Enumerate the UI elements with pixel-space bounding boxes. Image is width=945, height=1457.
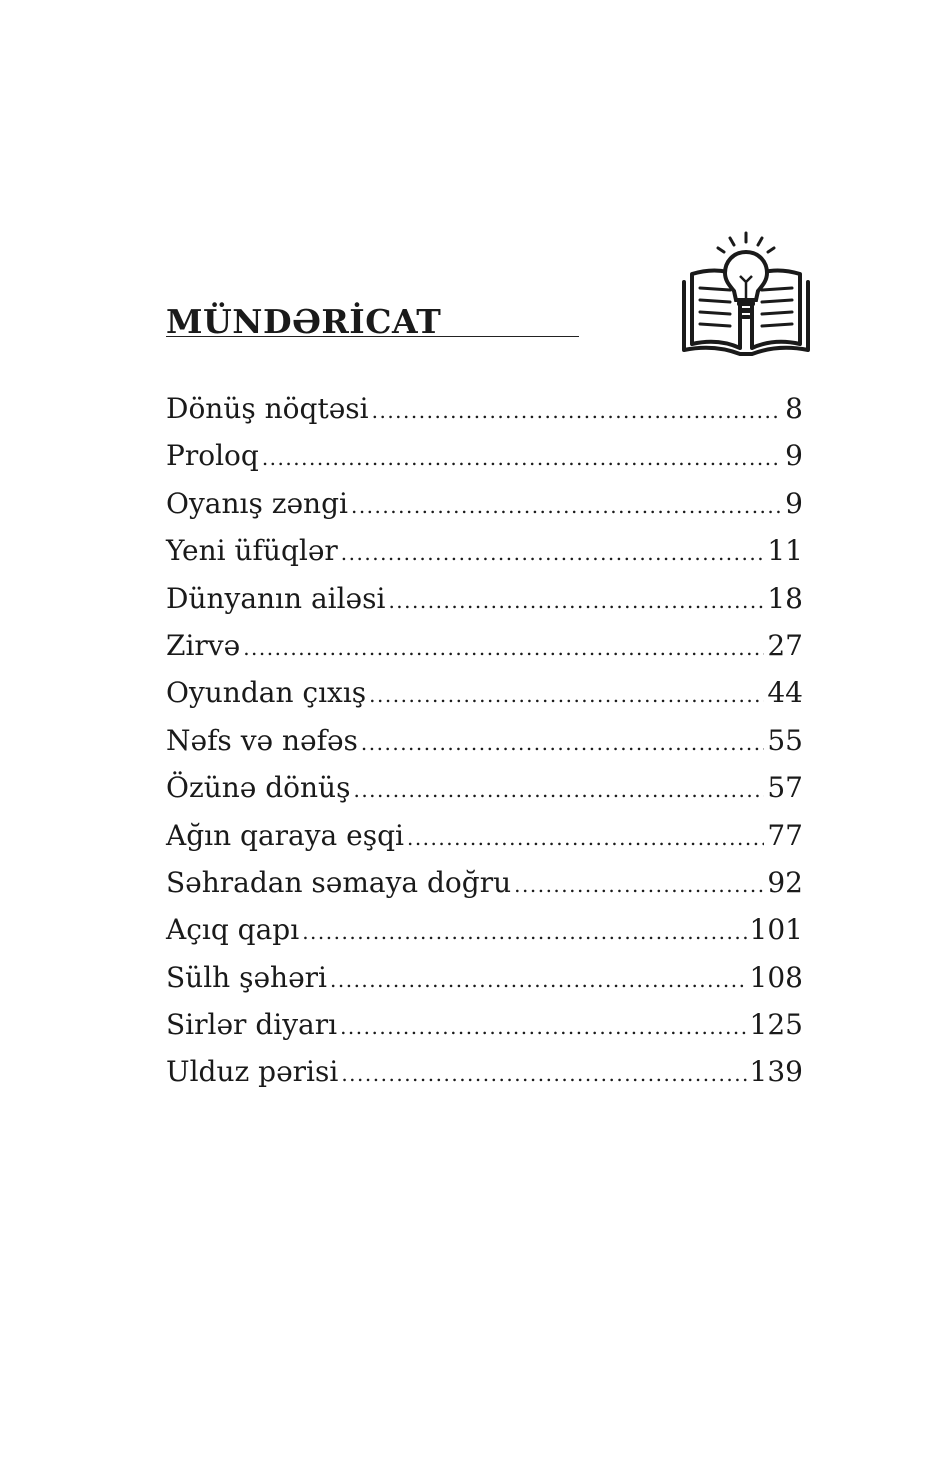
toc-entry-page: 57 — [767, 771, 803, 805]
toc-entry[interactable] — [166, 480, 803, 527]
toc-entry[interactable] — [166, 906, 803, 953]
toc-entry[interactable] — [166, 764, 803, 811]
toc-entry-title: Özünə dönüş — [166, 771, 351, 805]
toc-entry-page: 77 — [767, 818, 803, 852]
toc-entry-page: 92 — [767, 865, 803, 899]
toc-dot-leader — [330, 957, 747, 1004]
toc-entry-title: Zirvə — [166, 628, 241, 662]
toc-dot-leader — [514, 862, 764, 909]
toc-entry-title: Açıq qapı — [166, 913, 300, 947]
toc-entry-page: 27 — [767, 628, 803, 662]
toc-dot-leader — [361, 720, 764, 767]
toc-entry-page: 108 — [749, 960, 803, 994]
toc-dot-leader — [243, 625, 764, 672]
toc-entry[interactable] — [166, 527, 803, 574]
toc-dot-leader — [302, 909, 746, 956]
toc-entry-title: Ulduz pərisi — [166, 1055, 339, 1089]
toc-dot-leader — [369, 672, 764, 719]
toc-entry[interactable] — [166, 954, 803, 1001]
toc-dot-leader — [388, 578, 764, 625]
toc-entry-page: 9 — [785, 486, 803, 520]
toc-entry-page: 125 — [749, 1008, 803, 1042]
toc-entry-title: Sirlər diyarı — [166, 1008, 338, 1042]
toc-dot-leader — [372, 388, 783, 435]
toc-entry-page: 8 — [785, 392, 803, 425]
toc-entry-page: 101 — [749, 913, 803, 947]
toc-entry[interactable] — [166, 669, 803, 716]
toc-entry-title: Yeni üfüqlər — [166, 534, 338, 568]
toc-entry-title: Dünyanın ailəsi — [166, 581, 386, 615]
toc-entry-page: 139 — [749, 1055, 803, 1089]
toc-entry-title: Sülh şəhəri — [166, 960, 327, 994]
toc-dot-leader — [351, 483, 782, 530]
toc-entry[interactable] — [166, 385, 803, 432]
open-book-lightbulb-icon — [678, 230, 814, 362]
toc-entry-title: Nəfs və nəfəs — [166, 723, 358, 757]
toc-entry[interactable] — [166, 432, 803, 479]
toc-entry-title: Oyundan çıxış — [166, 676, 367, 710]
title-underline — [166, 336, 579, 337]
toc-entry[interactable] — [166, 1001, 803, 1048]
toc-entry[interactable] — [166, 1048, 803, 1095]
toc-entry-title: Ağın qaraya eşqi — [166, 818, 404, 852]
toc-entry-page: 11 — [767, 534, 803, 568]
page-title: MÜNDƏRİCAT — [166, 302, 442, 342]
toc-entry-title: Səhradan səmaya doğru — [166, 865, 512, 899]
toc-entry[interactable] — [166, 859, 803, 906]
toc-entry[interactable] — [166, 622, 803, 669]
toc-entry-page: 55 — [767, 723, 803, 757]
toc-entry-page: 18 — [767, 581, 803, 615]
toc-entry-title: Proloq — [166, 439, 259, 473]
toc-dot-leader — [262, 435, 782, 482]
toc-entry[interactable] — [166, 575, 803, 622]
toc-dot-leader — [341, 530, 765, 577]
table-of-contents — [166, 385, 803, 1096]
toc-dot-leader — [407, 815, 764, 862]
toc-dot-leader — [353, 767, 764, 814]
toc-entry-title: Dönüş nöqtəsi — [166, 392, 369, 425]
toc-entry-page: 44 — [767, 676, 803, 710]
toc-entry-page: 9 — [785, 439, 803, 473]
toc-entry-title: Oyanış zəngi — [166, 486, 348, 520]
toc-dot-leader — [340, 1004, 746, 1051]
toc-entry[interactable] — [166, 812, 803, 859]
toc-dot-leader — [341, 1051, 746, 1098]
toc-entry[interactable] — [166, 717, 803, 764]
